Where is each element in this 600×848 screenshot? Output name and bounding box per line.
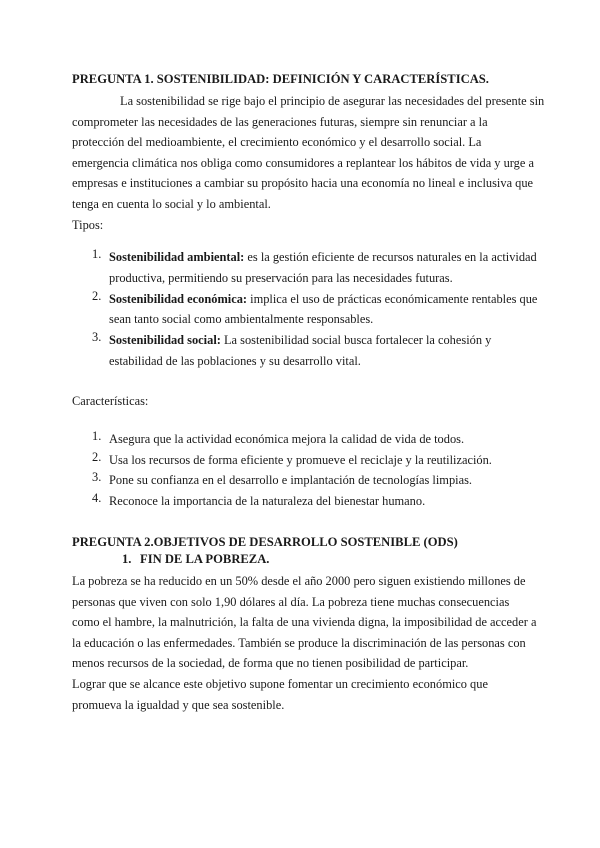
q1-paragraph-line: empresas e instituciones a cambiar su propósito hacia una economía no lineal e inclusiva que bbox=[72, 176, 534, 191]
list-item bbox=[72, 247, 537, 289]
list-item bbox=[72, 450, 532, 471]
types-label: Tipos: bbox=[72, 217, 104, 232]
q1-title: PREGUNTA 1. SOSTENIBILIDAD: DEFINICIÓN Y CARACTERÍSTICAS. bbox=[72, 72, 489, 86]
characteristic-text: Usa los recursos de forma eficiente y promueve el reciclaje y la reutilización. bbox=[109, 452, 492, 467]
q2-paragraph bbox=[72, 571, 537, 715]
list-number: 1. bbox=[92, 429, 102, 443]
characteristics-label: Características: bbox=[72, 394, 149, 408]
type-text: es la gestión eficiente de recursos naturales en la actividad bbox=[244, 250, 537, 264]
q1-paragraph-line: tenga en cuenta lo social y lo ambiental. bbox=[72, 196, 271, 211]
q2-paragraph-line: como el hambre, la malnutrición, la falta de una vivienda digna, la imposibilidad de acceder a bbox=[72, 615, 537, 630]
list-number: 2. bbox=[92, 288, 102, 303]
q1-paragraph-line: emergencia climática nos obliga como consumidores a replantear los hábitos de vida y urge a bbox=[72, 155, 534, 170]
q2-paragraph-line: menos recursos de la sociedad, de forma que no tienen posibilidad de participar. bbox=[72, 656, 469, 671]
characteristics-list bbox=[72, 429, 532, 511]
q2-paragraph-line: promueva la igualdad y que sea sostenible. bbox=[72, 697, 285, 712]
type-text: estabilidad de las poblaciones y su desarrollo vital. bbox=[109, 353, 361, 368]
q1-paragraph bbox=[72, 91, 545, 235]
list-number: 3. bbox=[92, 330, 102, 345]
q2-subheading bbox=[122, 552, 582, 567]
type-label: Sostenibilidad social: bbox=[109, 333, 221, 348]
subheading-title: FIN DE LA POBREZA. bbox=[140, 552, 270, 566]
list-item bbox=[72, 470, 532, 491]
characteristic-text: Asegura que la actividad económica mejora la calidad de vida de todos. bbox=[109, 432, 465, 446]
q1-paragraph-line: comprometer las necesidades de las generaciones futuras, siempre sin renunciar a la bbox=[72, 114, 488, 129]
list-item bbox=[72, 330, 532, 372]
characteristic-text: Pone su confianza en el desarrollo e implantación de tecnologías limpias. bbox=[109, 473, 473, 487]
characteristic-text: Reconoce la importancia de la naturaleza del bienestar humano. bbox=[109, 493, 426, 508]
type-label: Sostenibilidad económica: bbox=[109, 291, 248, 306]
type-text: productiva, permitiendo su preservación para las necesidades futuras. bbox=[109, 270, 453, 285]
list-item bbox=[72, 288, 538, 331]
q2-paragraph-line: Lograr que se alcance este objetivo supone fomentar un crecimiento económico que bbox=[72, 676, 488, 691]
list-item bbox=[72, 429, 532, 450]
q2-paragraph-line: la educación o las enfermedades. También se produce la discriminación de las personas con bbox=[72, 635, 526, 650]
list-number: 4. bbox=[92, 490, 102, 505]
q1-paragraph-line: protección del medioambiente, el crecimiento económico y el desarrollo social. La bbox=[72, 135, 482, 150]
subheading-number: 1. bbox=[122, 552, 132, 566]
q2-title: PREGUNTA 2.OBJETIVOS DE DESARROLLO SOSTENIBLE (ODS) bbox=[72, 535, 458, 549]
list-item bbox=[72, 491, 532, 512]
list-number: 2. bbox=[92, 449, 102, 464]
type-text: implica el uso de prácticas económicamente rentables que bbox=[247, 291, 538, 306]
types-list bbox=[72, 247, 538, 372]
list-number: 3. bbox=[92, 470, 102, 484]
q2-paragraph-line: La pobreza se ha reducido en un 50% desde el año 2000 pero siguen existiendo millones de bbox=[72, 574, 526, 588]
q2-paragraph-line: personas que viven con solo 1,90 dólares al día. La pobreza tiene muchas consecuencias bbox=[72, 594, 510, 609]
type-text: La sostenibilidad social busca fortalecer la cohesión y bbox=[220, 333, 492, 348]
q1-paragraph-line: La sostenibilidad se rige bajo el principio de asegurar las necesidades del presente sin bbox=[120, 94, 545, 108]
list-number: 1. bbox=[92, 247, 102, 261]
type-text: sean tanto social como ambientalmente responsables. bbox=[109, 312, 374, 327]
type-label: Sostenibilidad ambiental: bbox=[109, 250, 245, 264]
